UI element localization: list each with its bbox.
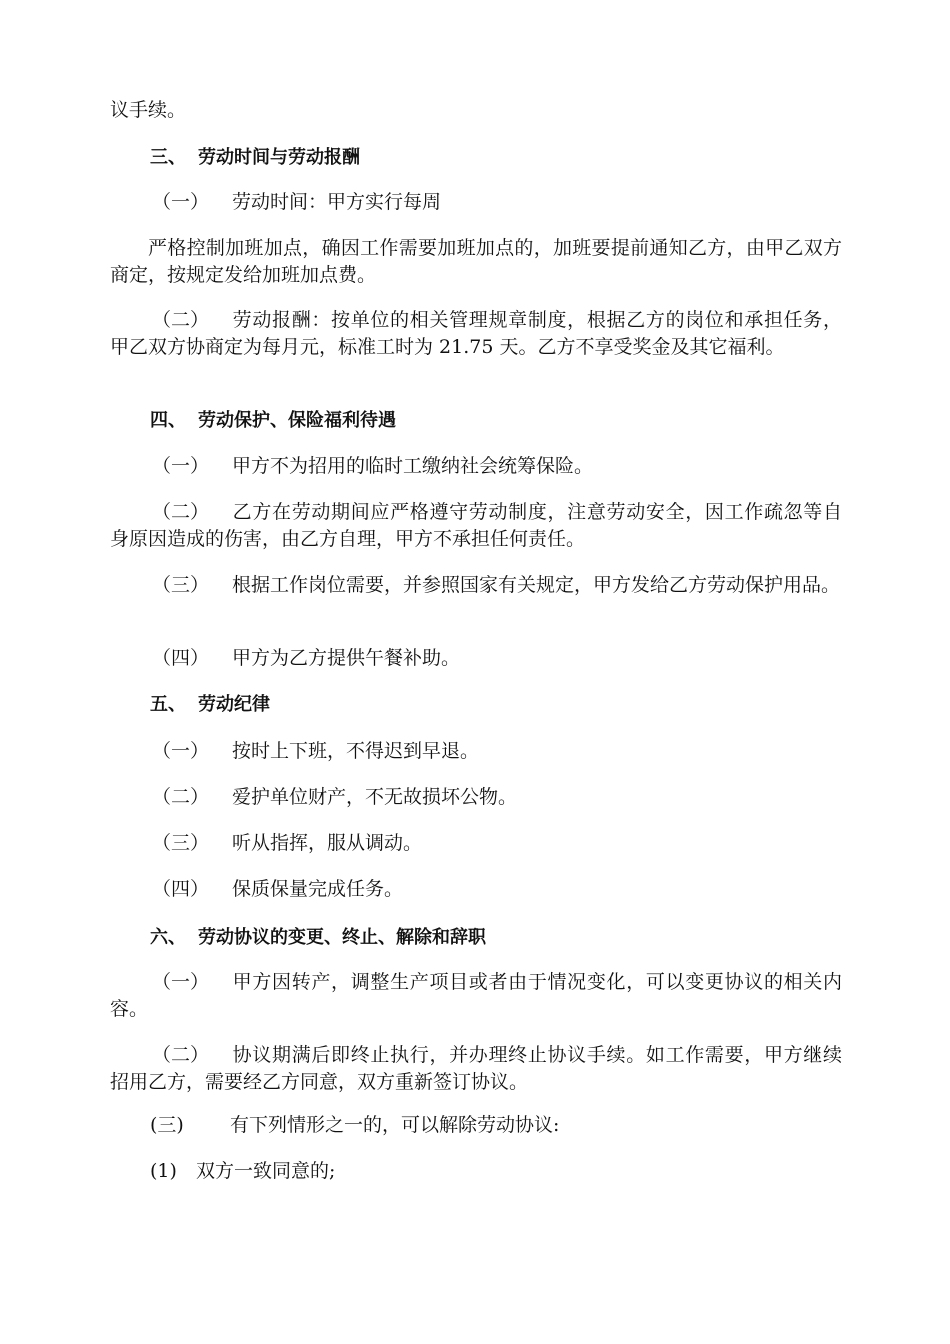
clause-text: 保质保量完成任务。 bbox=[232, 878, 404, 900]
clause-marker: （一） bbox=[152, 740, 210, 762]
clause-item bbox=[110, 572, 842, 599]
clause-item bbox=[110, 784, 842, 811]
clause-text: 根据工作岗位需要，并参照国家有关规定，甲方发给乙方劳动保护用品。 bbox=[232, 574, 841, 596]
clause-marker: （三） bbox=[152, 574, 210, 596]
paragraph-text: 议手续。 bbox=[110, 99, 187, 121]
section-title: 劳动协议的变更、终止、解除和辞职 bbox=[198, 927, 486, 948]
clause-marker: （一） bbox=[152, 191, 210, 213]
section-title: 劳动时间与劳动报酬 bbox=[198, 147, 360, 168]
clause-text: 爱护单位财产，不无故损坏公物。 bbox=[232, 786, 518, 808]
text-continuation bbox=[110, 97, 842, 124]
clause-text: 协议期满后即终止执行，并办理终止协议手续。如工作需要，甲方继续 招用乙方，需要经乙方同意，双方重新签订协议。 bbox=[110, 1044, 842, 1093]
clause-marker: （二） bbox=[152, 786, 210, 808]
section-title: 劳动保护、保险福利待遇 bbox=[198, 410, 396, 431]
clause-item bbox=[110, 189, 842, 216]
section-number: 六、 bbox=[150, 927, 186, 948]
clause-marker: (三) bbox=[150, 1114, 184, 1136]
clause-marker: （二） bbox=[152, 309, 210, 331]
paragraph-text: 严格控制加班加点，确因工作需要加班加点的，加班要提前通知乙方，由甲乙双方商定，按规定发给加班加点费。 bbox=[110, 237, 842, 286]
sub-clause-text: 双方一致同意的; bbox=[196, 1160, 336, 1182]
clause-text: 乙方在劳动期间应严格遵守劳动制度，注意劳动安全，因工作疏忽等自 身原因造成的伤害，由乙方自理，甲方不承担任何责任。 bbox=[110, 501, 842, 550]
clause-text: 劳动报酬：按单位的相关管理规章制度，根据乙方的岗位和承担任务， 甲乙双方协商定为每月元，标准工时为 21.75 天。乙方不享受奖金及其它福利。 bbox=[110, 309, 842, 358]
clause-item bbox=[110, 969, 842, 1023]
clause-text: 劳动时间：甲方实行每周 bbox=[232, 191, 442, 213]
clause-item bbox=[110, 738, 842, 765]
clause-marker: （四） bbox=[152, 647, 210, 669]
clause-text: 听从指挥，服从调动。 bbox=[232, 832, 423, 854]
clause-item bbox=[110, 830, 842, 857]
sub-clause-item bbox=[150, 1158, 842, 1185]
clause-item bbox=[110, 645, 842, 672]
paragraph bbox=[110, 235, 842, 289]
clause-item bbox=[110, 1112, 842, 1139]
clause-item bbox=[110, 876, 842, 903]
clause-text: 按时上下班，不得迟到早退。 bbox=[232, 740, 480, 762]
clause-text: 甲方因转产，调整生产项目或者由于情况变化，可以变更协议的相关内容。 bbox=[110, 971, 842, 1020]
clause-item bbox=[110, 453, 842, 480]
sub-clause-marker: (1) bbox=[150, 1160, 177, 1182]
clause-marker: （四） bbox=[152, 878, 210, 900]
clause-item bbox=[110, 499, 842, 553]
clause-marker: （二） bbox=[152, 501, 210, 523]
section-number: 三、 bbox=[150, 147, 186, 168]
clause-item bbox=[110, 1042, 842, 1096]
section-number: 五、 bbox=[150, 694, 186, 715]
clause-text: 有下列情形之一的，可以解除劳动协议: bbox=[230, 1114, 560, 1136]
clause-marker: （三） bbox=[152, 832, 210, 854]
section-title: 劳动纪律 bbox=[198, 694, 270, 715]
clause-marker: （一） bbox=[152, 455, 210, 477]
section-heading-5 bbox=[150, 691, 882, 718]
section-heading-6 bbox=[150, 924, 882, 951]
clause-marker: （一） bbox=[152, 971, 210, 993]
section-heading-3 bbox=[150, 144, 882, 171]
section-number: 四、 bbox=[150, 410, 186, 431]
section-heading-4 bbox=[150, 407, 882, 434]
clause-text: 甲方为乙方提供午餐补助。 bbox=[232, 647, 461, 669]
clause-text: 甲方不为招用的临时工缴纳社会统筹保险。 bbox=[232, 455, 594, 477]
clause-item bbox=[110, 307, 842, 361]
clause-marker: （二） bbox=[152, 1044, 210, 1066]
